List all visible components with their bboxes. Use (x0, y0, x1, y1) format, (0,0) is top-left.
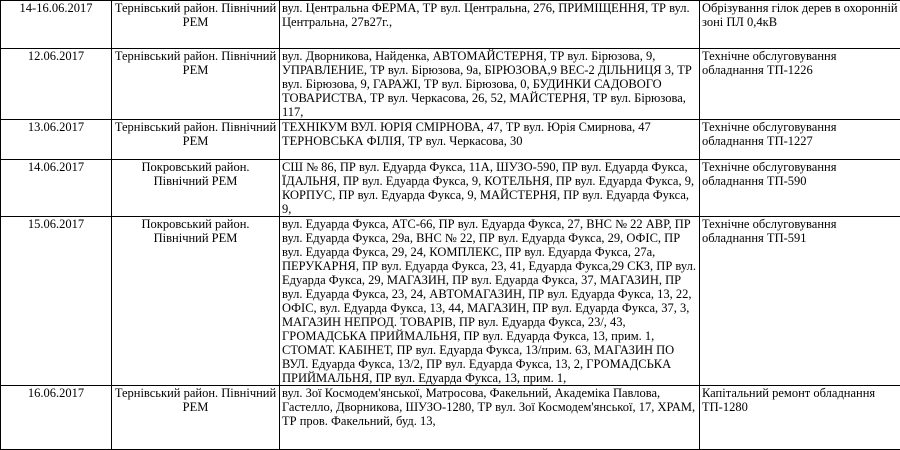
region-cell: Тернівський район. Північний РЕМ (112, 120, 280, 160)
date-cell: 13.06.2017 (1, 120, 112, 160)
table-row (1, 160, 900, 217)
region-cell: Покровський район. Північний РЕМ (112, 160, 280, 217)
date-cell: 14.06.2017 (1, 160, 112, 217)
address-cell: вул. Зої Космодем'янської, Матросова, Факельний, Академіка Павлова, Гастелло, Дворникова, ШУЗО-1280, ТР вул. Зої Космодем'янської, 17, ХРАМ, ТР пров. Факельний, буд. 13, (280, 386, 700, 450)
region-cell: Тернівський район. Північний РЕМ (112, 49, 280, 120)
region-cell: Тернівський район. Північний РЕМ (112, 1, 280, 49)
address-cell: СШ № 86, ПР вул. Едуарда Фукса, 11А, ШУЗО-590, ПР вул. Едуарда Фукса, ЇДАЛЬНЯ, ПР вул. Едуарда Фукса, 9, КОТЕЛЬНЯ, ПР вул. Едуарда Фукса, 9, КОРПУС, ПР вул. Едуарда Фукса, 9, МАЙСТЕРНЯ, ПР вул. Едуарда Фукса, 9, (280, 160, 700, 217)
address-cell: вул. Дворникова, Найденка, АВТОМАЙСТЕРНЯ, ТР вул. Бірюзова, 9, УПРАВЛЕНИЕ, ТР вул. Бірюзова, 9а, БІРЮЗОВА,9 ВЕС-2 ДІЛЬНИЦЯ 3, ТР вул. Бірюзова, 9, ГАРАЖІ, ТР вул. Бірюзова, 0, БУДИНКИ САДОВОГО ТОВАРИСТВА, ТР вул. Черкасова, 26, 52, МАЙСТЕРНЯ, ТР вул. Бірюзова, 117, (280, 49, 700, 120)
table-row (1, 217, 900, 386)
date-cell: 12.06.2017 (1, 49, 112, 120)
table-row (1, 120, 900, 160)
region-cell: Тернівський район. Північний РЕМ (112, 386, 280, 450)
date-cell: 14-16.06.2017 (1, 1, 112, 49)
work-cell: Технічне обслуговування обладнання ТП-1227 (700, 120, 900, 160)
address-cell: ТЕХНІКУМ ВУЛ. ЮРІЯ СМІРНОВА, 47, ТР вул. Юрія Смирнова, 47 ТЕРНОВСЬКА ФІЛІЯ, ТР вул. Черкасова, 30 (280, 120, 700, 160)
date-cell: 16.06.2017 (1, 386, 112, 450)
work-cell: Технічне обслуговування обладнання ТП-1226 (700, 49, 900, 120)
address-cell: вул. Центральна ФЕРМА, ТР вул. Центральна, 276, ПРИМІЩЕННЯ, ТР вул. Центральна, 27в27г., (280, 1, 700, 49)
address-cell: вул. Едуарда Фукса, АТС-66, ПР вул. Едуарда Фукса, 27, ВНС № 22 АВР, ПР вул. Едуарда Фукса, 29а, ВНС № 22, ПР вул. Едуарда Фукса, 29, ОФІС, ПР вул. Едуарда Фукса, 29, 24, КОМПЛЕКС, ПР вул. Едуарда Фукса, 27а, ПЕРУКАРНЯ, ПР вул. Едуарда Фукса, 23, 41, Едуарда Фукса,29 СКЗ, ПР вул. Едуарда Фукса, 29, МАГАЗИН, ПР вул. Едуарда Фукса, 37, МАГАЗИН, ПР вул. Едуарда Фукса, 23, 24, АВТОМАГАЗИН, ПР вул. Едуарда Фукса, 13, 22, ОФІС, вул. Едуарда Фукса, 13, 44, МАГАЗИН, ПР вул. Едуарда Фукса, 37, 3, МАГАЗИН НЕПРОД. ТОВАРІВ, ПР вул. Едуарда Фукса, 23/, 43, ГРОМАДСЬКА ПРИЙМАЛЬНЯ, ПР вул. Едуарда Фукса, 13, прим. 1, СТОМАТ. КАБІНЕТ, ПР вул. Едуарда Фукса, 13/прим. 63, МАГАЗИН ПО ВУЛ. Едуарда Фукса, 13/2, ПР вул. Едуарда Фукса, 13, 2, ГРОМАДСЬКА ПРИЙМАЛЬНЯ, ПР вул. Едуарда Фукса, 13, прим. 1, (280, 217, 700, 386)
work-cell: Капітальний ремонт обладнання ТП-1280 (700, 386, 900, 450)
table-row (1, 1, 900, 49)
region-cell: Покровський район. Північний РЕМ (112, 217, 280, 386)
work-cell: Технічне обслуговування обладнання ТП-591 (700, 217, 900, 386)
work-cell: Технічне обслуговування обладнання ТП-590 (700, 160, 900, 217)
table-row (1, 49, 900, 120)
table-row (1, 386, 900, 450)
work-cell: Обрізування гілок дерев в охоронній зоні ПЛ 0,4кВ (700, 1, 900, 49)
date-cell: 15.06.2017 (1, 217, 112, 386)
